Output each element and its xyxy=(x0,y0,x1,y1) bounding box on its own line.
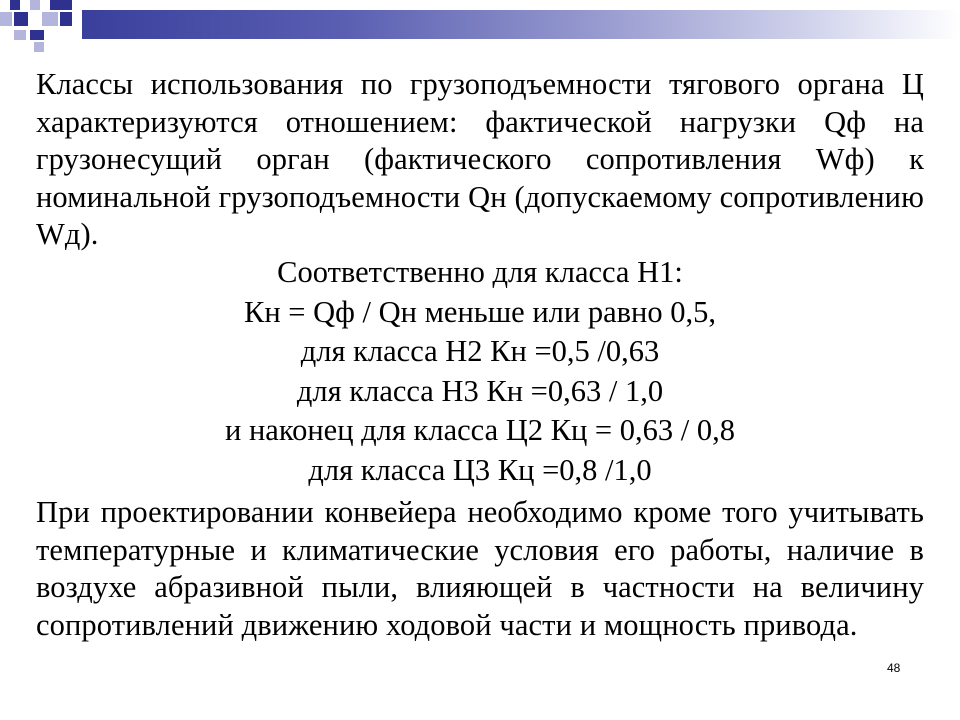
deco-square xyxy=(34,42,44,52)
deco-square xyxy=(30,0,40,10)
class-line: для класса Ц3 Кц =0,8 /1,0 xyxy=(308,452,652,487)
deco-square xyxy=(14,30,26,40)
class-line: и наконец для класса Ц2 Кц = 0,63 / 0,8 xyxy=(225,413,735,447)
deco-square xyxy=(0,12,12,26)
header-gradient-bar xyxy=(82,10,960,39)
class-formulas xyxy=(36,253,924,490)
class-line: для класса Н2 Кн =0,5 /0,63 xyxy=(300,334,660,368)
class-line: для класса Н3 Кн =0,63 / 1,0 xyxy=(296,373,664,408)
deco-square xyxy=(14,12,28,26)
header-decoration xyxy=(0,0,960,60)
class-line: Кн = Qф / Qн меньше или равно 0,5, xyxy=(244,294,716,329)
deco-square xyxy=(10,0,20,10)
design-paragraph: При проектировании конвейера необходимо кроме того учитывать температурные и климатические условия его работы, наличие в воздухе абразивной пыли, влияющей в частности на величину сопротивлений движению ходовой части и мощность привода. xyxy=(36,495,924,642)
deco-square xyxy=(42,12,58,26)
page-number: 48 xyxy=(887,661,901,675)
deco-square xyxy=(60,12,72,26)
deco-square xyxy=(30,30,44,40)
deco-square xyxy=(50,0,72,10)
intro-paragraph: Классы использования по грузоподъемности тягового органа Ц характеризуются отношением: фактической нагрузки Qф на грузонесущий орган (фактического сопротивления Wф) к номинальной грузоподъемности Qн (допускаемому сопротивлению Wд). xyxy=(36,67,924,251)
class-line: Соответственно для класса Н1: xyxy=(277,255,683,289)
